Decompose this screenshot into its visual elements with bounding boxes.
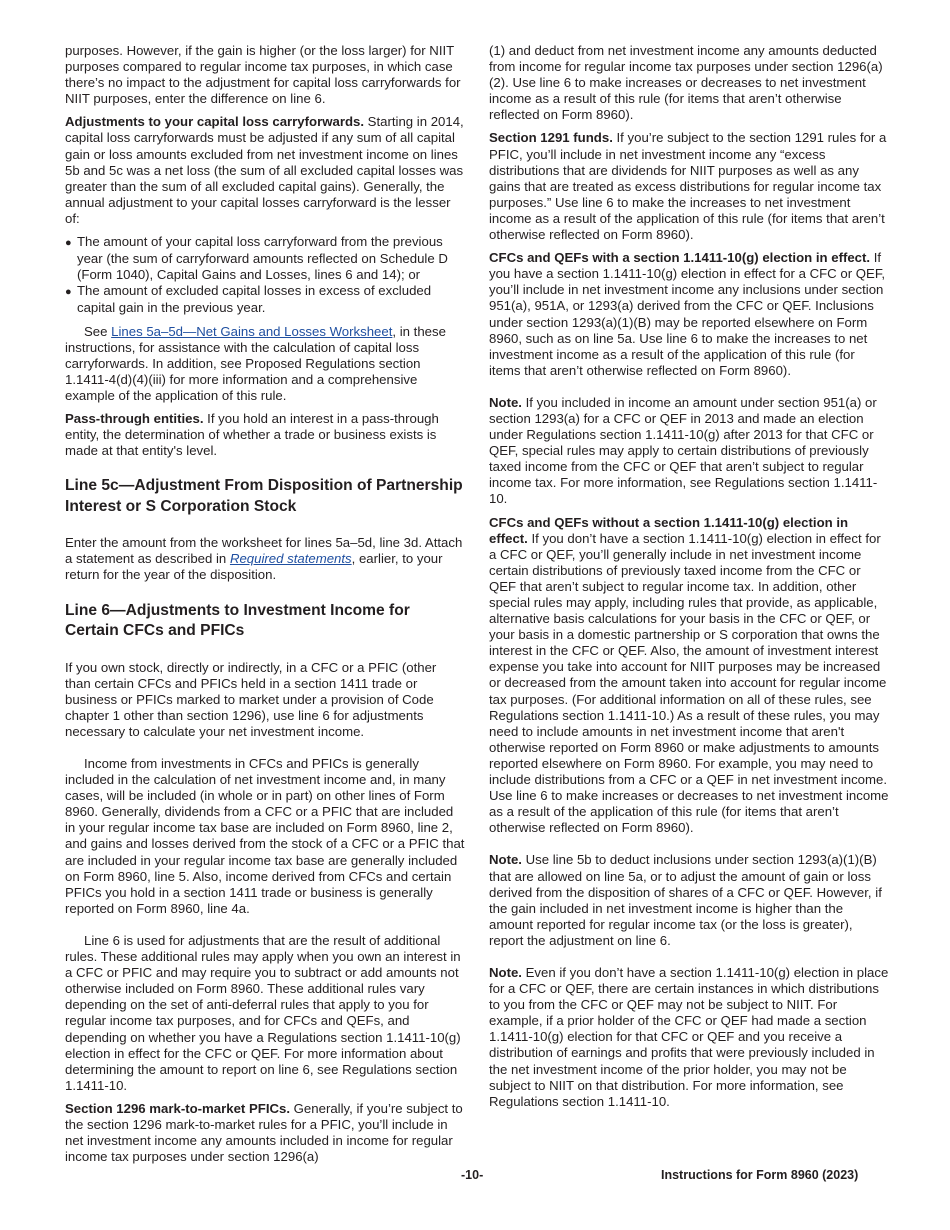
run-in-heading: Section 1296 mark-to-market PFICs. xyxy=(65,1100,291,1116)
paragraph-section-1291: Section 1291 funds. If you’re subject to the section 1291 rules for a PFIC, you’ll include in net investment income any “excess distributions that are dividends for NIIT purposes as well as any gains that are treated as excess distributions for regular income tax purposes.” Use line 6 to make the increases to net investment income as a result of the application of this rule (for items that aren’t otherwise reflected on Form 8960). xyxy=(489,130,887,243)
page-number: -10- xyxy=(461,1168,484,1182)
run-in-heading: Adjustments to your capital loss carryforwards. xyxy=(65,114,364,130)
note: Note. Even if you don’t have a section 1.1411-10(g) election in place for a CFC or QEF, there are certain instances in which distributions to you from the CFC or QEF may not be subject to NIIT. For example, if a prior holder of the CFC or QEF had made a section 1.1411-10(g) election for that CFC or QEF and you receive a distribution of earnings and profits that were previously included in the net investment income of the prior holder, you may not be subject to NIIT on that distribution. For more information, see Regulations section 1.1411-10. xyxy=(489,964,889,1109)
bullet-item: ● The amount of excluded capital losses in excess of excluded capital gain in the previous year. xyxy=(65,283,432,316)
paragraph-pass-through: Pass-through entities. If you hold an interest in a pass-through entity, the determination of whether a trade or business exists is made at that entity's level. xyxy=(65,410,439,459)
bullet-icon: ● xyxy=(65,286,72,299)
paragraph-see-worksheet: See Lines 5a–5d—Net Gains and Losses Worksheet, in these instructions, for assistance with the calculation of capital loss carryforwards. In addition, see Proposed Regulations section 1.1411-4(d)(4)(iii) for more information and a comprehensive example of the application of this rule. xyxy=(65,323,446,403)
right-column xyxy=(489,43,889,1117)
note-label: Note. xyxy=(489,964,522,980)
left-column xyxy=(65,43,465,1172)
paragraph: If you own stock, directly or indirectly, in a CFC or a PFIC (other than certain CFCs and PFICs held in a section 1411 trade or business or PFICs marked to market under a provision of Code chapter 1 other than section 1296), use line 6 for adjustments necessary to calculate your net investment income. xyxy=(65,659,437,739)
note: Note. Use line 5b to deduct inclusions under section 1293(a)(1)(B) that are allowed on line 5a, or to adjust the amount of gain or loss derived from the disposition of shares of a CFC or QEF. However, if the gain included in net investment income is higher than the amount reported for regular income tax (or the loss is greater), report the adjustment on line 6. xyxy=(489,852,882,948)
worksheet-link[interactable]: Lines 5a–5d—Net Gains and Losses Worksheet xyxy=(111,323,393,339)
section-heading-line-6: Line 6—Adjustments to Investment Income for Certain CFCs and PFICs xyxy=(65,601,410,640)
paragraph: Line 6 is used for adjustments that are the result of additional rules. These additional rules may apply when you own an interest in a CFC or PFIC and may require you to subtract or add amounts not otherwise included on Form 8960. These additional rules vary depending on the set of anti-deferral rules that apply to you for regular income tax purposes, and for CFCs and QEFs, and depending on whether you have a Regulations section 1.1411-10(g) election in effect for the CFC or QEF. For more information about determining the amount to report on line 6, see Regulations section 1.1411-10. xyxy=(65,932,461,1093)
bullet-icon: ● xyxy=(65,237,72,250)
required-statements-link[interactable]: Required statements xyxy=(229,551,352,567)
run-in-heading: CFCs and QEFs without a section 1.1411-10(g) election in effect. xyxy=(489,514,849,546)
paragraph-section-1296: Section 1296 mark-to-market PFICs. Generally, if you’re subject to the section 1296 mark-to-market rules for a PFIC, you’ll include in net investment income any amounts included in income for regular income tax purposes under section 1296(a) xyxy=(65,1100,463,1165)
paragraph-cfc-with-election: CFCs and QEFs with a section 1.1411-10(g) election in effect. If you have a section 1.1411-10(g) election in effect for a CFC or QEF, you’ll include in net investment income any inclusions under section 951(a), 951A, or 1293(a) derived from the CFC or QEF. Inclusions under section 1293(a)(1)(B) may be reported elsewhere on Form 8960, such as on line 5a. Use line 6 to make the increases to net investment income as a result of the application of this rule (for items that aren’t otherwise reflected on Form 8960). xyxy=(489,250,886,378)
note-label: Note. xyxy=(489,394,522,410)
run-in-heading: Section 1291 funds. xyxy=(489,130,613,146)
run-in-heading: Pass-through entities. xyxy=(65,410,204,426)
note: Note. If you included in income an amount under section 951(a) or section 1293(a) for a CFC or QEF in 2013 and made an election under Regulations section 1.1411-10(g) after 2013 for that CFC or QEF, special rules may apply to certain distributions of previously taxed income from the CFC or QEF that aren’t subject to regular income tax. For more information, see Regulations section 1.1411-10. xyxy=(489,394,878,507)
paragraph-cfc-without-election: CFCs and QEFs without a section 1.1411-10(g) election in effect. If you don’t have a section 1.1411-10(g) election in effect for a CFC or QEF, you’ll generally include in net investment income certain distributions of previously taxed income from the CFC or QEF that aren’t subject to regular income tax. In addition, other special rules may apply, including rules that provide, as applicable, alternative basis calculations for your basis in the CFC or QEF, or your basis in a domestic partnership or S corporation that owns the interest in the CFC or QEF. Also, the amount of investment interest expense you take into account for NIIT purposes may be increased or decreased from the amount taken into account for regular income tax purposes. (For additional information on all of these rules, see Regulations section 1.1411-10.) As a result of these rules, you may need to include amounts in net investment income that aren't otherwise reported on Form 8960 or make adjustments to amounts reported elsewhere on Form 8960. For example, you may need to include distributions from a CFC or a QEF in net investment income. Use line 6 to make increases or decreases to net investment income as a result of the application of this rule (for items that aren’t otherwise reflected on Form 8960). xyxy=(489,514,889,836)
paragraph-capital-loss-carryforwards: Adjustments to your capital loss carryforwards. Starting in 2014, capital loss carryforwards must be adjusted if any sum of all capital gain or loss amounts excluded from net investment income on lines 5b and 5c was a net loss (the sum of all excluded capital losses was greater than the sum of all excluded capital gains). Generally, the annual adjustment to your capital losses carryforward is the lesser of: xyxy=(65,114,464,226)
paragraph-line-5c: Enter the amount from the worksheet for lines 5a–5d, line 3d. Attach a statement as described in Required statements, earlier, to your return for the year of the disposition. xyxy=(65,535,463,583)
bullet-item: ● The amount of your capital loss carryforward from the previous year (the sum of carryforward amounts reflected on Schedule D (Form 1040), Capital Gains and Losses, lines 6 and 14); or xyxy=(65,234,448,283)
paragraph: Income from investments in CFCs and PFICs is generally included in the calculation of net investment income and, in many cases, will be included (in whole or in part) on other lines of Form 8960. Generally, dividends from a CFC or a PFIC that are included in your regular income tax base are included on Form 8960, line 2, and gains and losses derived from the stock of a CFC or a PFIC that are included in your regular income tax base are generally included on Form 8960, line 5. Also, income derived from CFCs and certain PFICs you hold in a section 1411 trade or business is generally reported on Form 8960, line 4a. xyxy=(65,756,465,916)
run-in-heading: CFCs and QEFs with a section 1.1411-10(g) election in effect. xyxy=(489,250,871,266)
document-title: Instructions for Form 8960 (2023) xyxy=(661,1168,859,1182)
paragraph: (1) and deduct from net investment income any amounts deducted from income for regular income tax purposes under section 1296(a)(2). Use line 6 to make increases or decreases to net investment income as a result of this rule (for items that aren’t otherwise reflected on Form 8960). xyxy=(489,43,883,123)
paragraph: purposes. However, if the gain is higher (or the loss larger) for NIIT purposes compared to regular income tax purposes, in which case there’s no impact to the adjustment for capital loss carryforwards for NIIT purposes, enter the difference on line 6. xyxy=(65,43,461,107)
section-heading-line-5c: Line 5c—Adjustment From Disposition of Partnership Interest or S Corporation Stock xyxy=(65,477,463,515)
note-label: Note. xyxy=(489,852,522,868)
